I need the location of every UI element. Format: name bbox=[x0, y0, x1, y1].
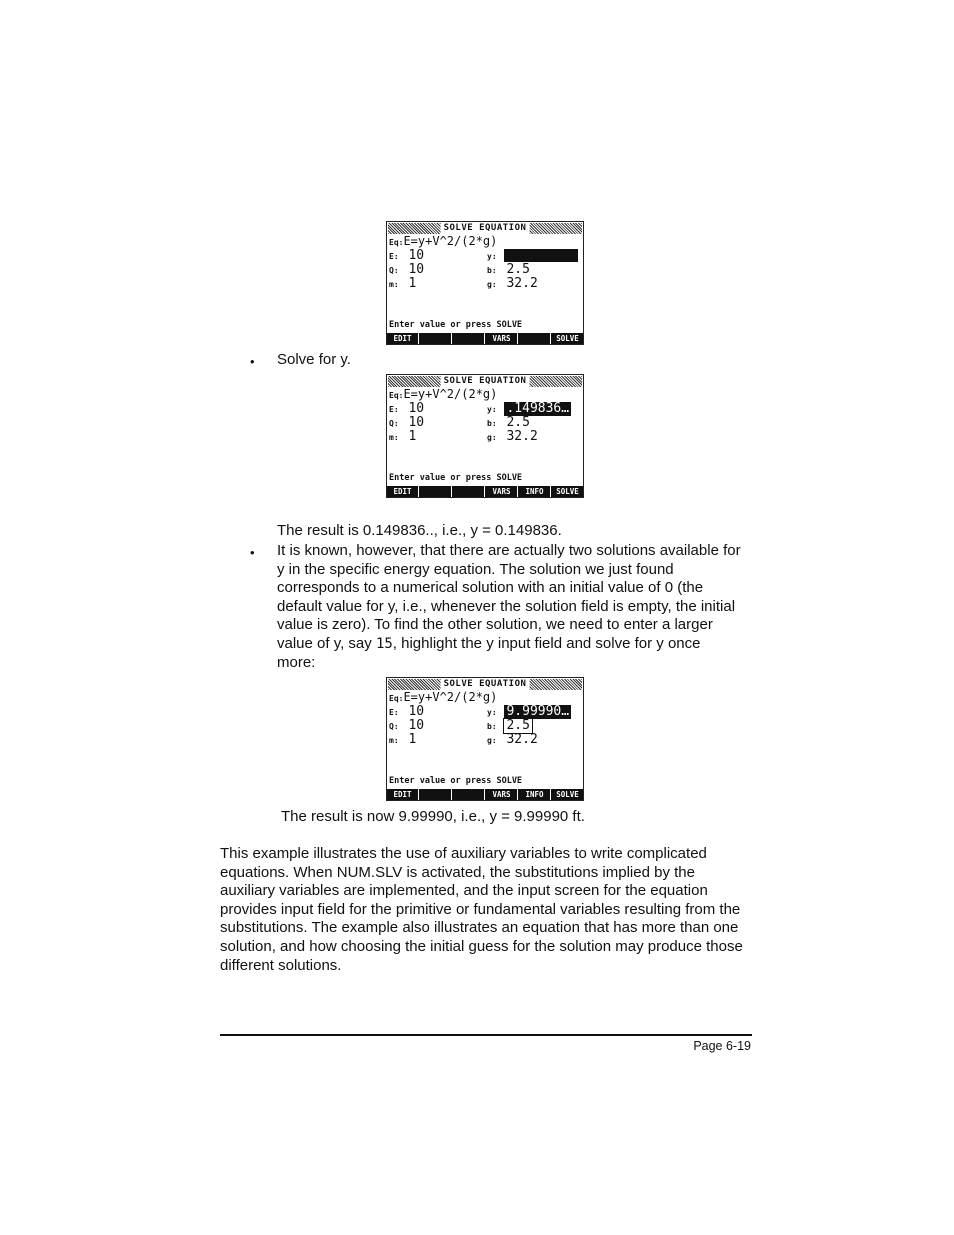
menu-key-5[interactable]: INFO bbox=[519, 789, 551, 800]
equation-text: E=y+V^2/(2*g) bbox=[403, 234, 498, 248]
solve-for-y-text: Solve for y. bbox=[277, 351, 351, 368]
field-y[interactable]: y: bbox=[487, 249, 578, 264]
summary-paragraph: This example illustrates the use of auxiliary variables to write complicated equations. When NUM.SLV is activated, the substitutions implied by the auxiliary variables are implemented, and the input screen for the equation provides input field for the primitive or fundamental variables resulting from the substitutions. The example also illustrates an equation that has more than one solution, and how choosing the initial guess for the solution may produce those different solutions. bbox=[220, 845, 743, 974]
field-m[interactable]: m: 1 bbox=[389, 429, 417, 444]
menu-key-2[interactable] bbox=[420, 789, 452, 800]
soft-menu bbox=[387, 486, 583, 497]
screen-title-bar bbox=[388, 376, 582, 387]
equation-text: E=y+V^2/(2*g) bbox=[403, 690, 498, 704]
menu-key-6[interactable]: SOLVE bbox=[552, 789, 583, 800]
field-b[interactable]: b: 2.5 bbox=[487, 415, 530, 430]
calculator-screen-1 bbox=[386, 221, 584, 345]
menu-key-4[interactable]: VARS bbox=[486, 333, 518, 344]
menu-key-1[interactable]: EDIT bbox=[387, 789, 419, 800]
screen-title: SOLVE EQUATION bbox=[441, 222, 530, 234]
menu-key-5[interactable] bbox=[519, 333, 551, 344]
menu-key-1[interactable]: EDIT bbox=[387, 333, 419, 344]
field-E[interactable]: E: 10 bbox=[389, 401, 425, 416]
result-1-text: The result is 0.149836.., i.e., y = 0.149836. bbox=[277, 522, 562, 539]
footer-rule bbox=[220, 1034, 752, 1036]
field-g[interactable]: g: 32.2 bbox=[487, 429, 538, 444]
field-g[interactable]: g: 32.2 bbox=[487, 276, 538, 291]
result-2-text: The result is now 9.99990, i.e., y = 9.99990 ft. bbox=[281, 808, 585, 825]
soft-menu bbox=[387, 789, 583, 800]
bullet-2: • bbox=[250, 545, 255, 560]
menu-key-4[interactable]: VARS bbox=[486, 486, 518, 497]
page-number: Page 6-19 bbox=[693, 1039, 751, 1053]
menu-key-2[interactable] bbox=[420, 486, 452, 497]
field-Q[interactable]: Q: 10 bbox=[389, 415, 425, 430]
menu-key-4[interactable]: VARS bbox=[486, 789, 518, 800]
field-Q[interactable]: Q: 10 bbox=[389, 718, 425, 733]
field-b[interactable]: b: 2.5 bbox=[487, 718, 530, 733]
menu-key-6[interactable]: SOLVE bbox=[552, 333, 583, 344]
bullet-1: • bbox=[250, 354, 255, 369]
screen-title: SOLVE EQUATION bbox=[441, 375, 530, 387]
screen-title-bar bbox=[388, 679, 582, 690]
field-g[interactable]: g: 32.2 bbox=[487, 732, 538, 747]
menu-key-6[interactable]: SOLVE bbox=[552, 486, 583, 497]
screen-title: SOLVE EQUATION bbox=[441, 678, 530, 690]
two-solutions-paragraph: It is known, however, that there are actually two solutions available for y in the specific energy equation. The solution we just found corresponds to a numerical solution with an initial value of 0 (the default value for y, i.e., whenever the solution field is empty, the initial value is zero). To find the other solution, we need to enter a larger value of y, say 15, highlight the y input field and solve for y once more: bbox=[277, 542, 741, 671]
screen-title-bar bbox=[388, 223, 582, 234]
menu-key-5[interactable]: INFO bbox=[519, 486, 551, 497]
calculator-screen-3 bbox=[386, 677, 584, 801]
equation-line: Eq:E=y+V^2/(2*g) bbox=[389, 690, 498, 704]
status-prompt: Enter value or press SOLVE bbox=[389, 776, 523, 786]
menu-key-3[interactable] bbox=[453, 486, 485, 497]
field-E[interactable]: E: 10 bbox=[389, 248, 425, 263]
soft-menu bbox=[387, 333, 583, 344]
menu-key-2[interactable] bbox=[420, 333, 452, 344]
field-m[interactable]: m: 1 bbox=[389, 276, 417, 291]
field-b[interactable]: b: 2.5 bbox=[487, 262, 530, 277]
field-Q[interactable]: Q: 10 bbox=[389, 262, 425, 277]
equation-line: Eq:E=y+V^2/(2*g) bbox=[389, 234, 498, 248]
equation-line: Eq:E=y+V^2/(2*g) bbox=[389, 387, 498, 401]
menu-key-1[interactable]: EDIT bbox=[387, 486, 419, 497]
status-prompt: Enter value or press SOLVE bbox=[389, 473, 523, 483]
code-value-15: 15 bbox=[375, 635, 393, 652]
field-E[interactable]: E: 10 bbox=[389, 704, 425, 719]
equation-text: E=y+V^2/(2*g) bbox=[403, 387, 498, 401]
menu-key-3[interactable] bbox=[453, 333, 485, 344]
field-y[interactable]: y: 9.99990… bbox=[487, 704, 570, 719]
calculator-screen-2 bbox=[386, 374, 584, 498]
field-y[interactable]: y: .149836… bbox=[487, 401, 570, 416]
status-prompt: Enter value or press SOLVE bbox=[389, 320, 523, 330]
field-m[interactable]: m: 1 bbox=[389, 732, 417, 747]
menu-key-3[interactable] bbox=[453, 789, 485, 800]
